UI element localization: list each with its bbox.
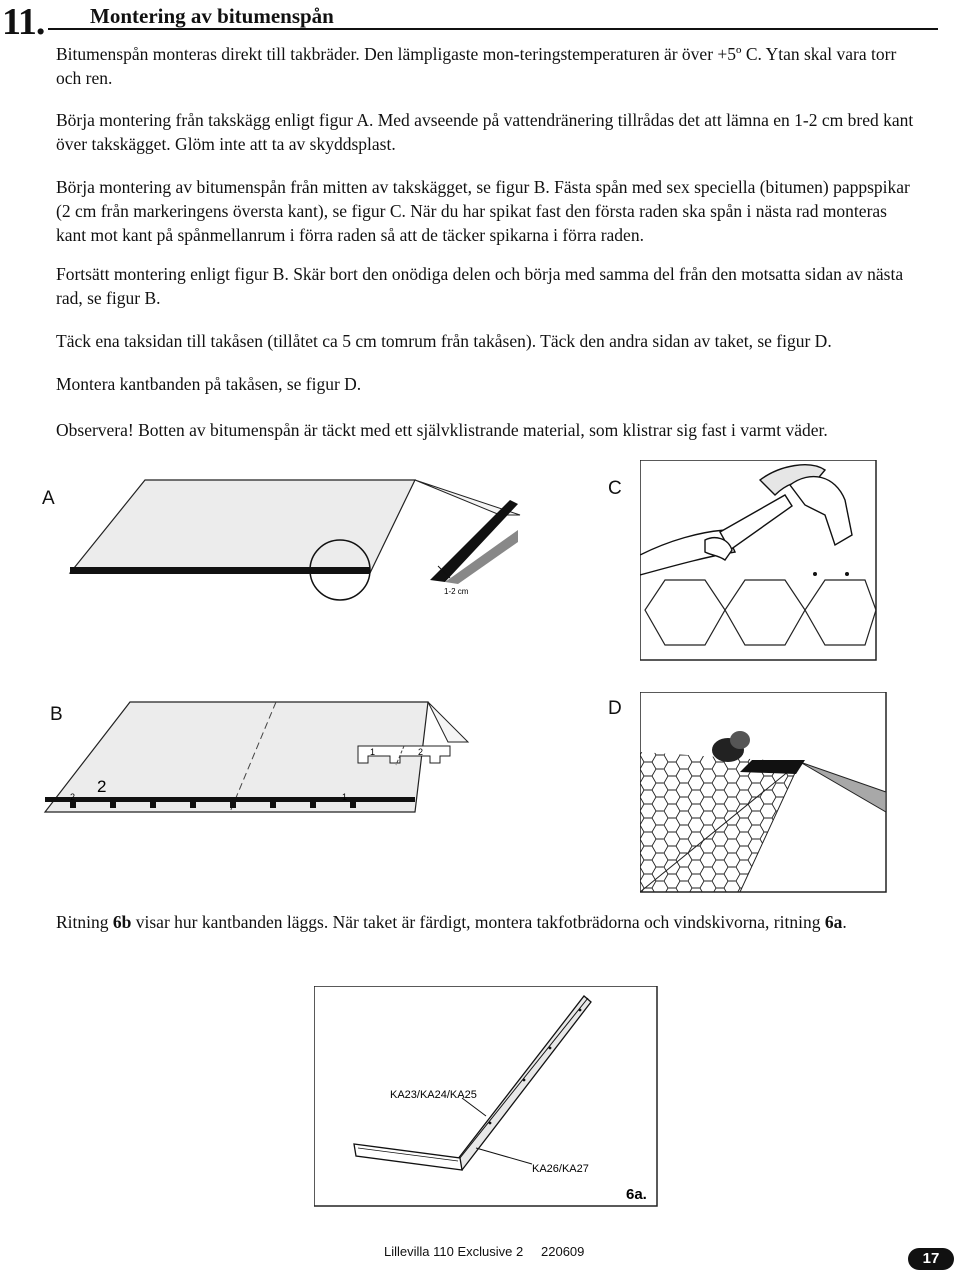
paragraph-4: Fortsätt montering enligt figur B. Skär bort den onödiga delen och börja med samma del från den motsatta sidan av nästa rad, se figur B. [56, 264, 904, 308]
drawing-6a-label-1: KA23/KA24/KA25 [390, 1089, 477, 1101]
figure-c-label: C [608, 478, 622, 499]
figure-b-strip-num-1: 2 [70, 792, 76, 802]
paragraph-2: Börja montering från takskägg enligt figur A. Med avseende på vattendränering tillrådas det att lämna en 1-2 cm bred kant över takskägget. Glöm inte att ta av skyddsplast. [56, 110, 914, 154]
drawing-text-before: Ritning [56, 912, 113, 932]
drawing-6a-id: 6a. [626, 1186, 647, 1203]
figure-d-label: D [608, 698, 622, 719]
drawing-text-after: . [842, 912, 847, 932]
footer-code: 220609 [541, 1244, 585, 1259]
figure-b-strip-num-2: 1 [342, 792, 348, 802]
drawing-reference-text [56, 910, 896, 934]
paragraph-5: Täck ena taksidan till takåsen (tillåtet ca 5 cm tomrum från takåsen). Täck den andra sidan av taket, se figur D. [56, 331, 832, 351]
figure-d-drawing [640, 692, 890, 897]
figure-b-tab-num-1: 1 [370, 747, 376, 757]
paragraph-6: Montera kantbanden på takåsen, se figur D. [56, 374, 362, 394]
page-number: 17 [908, 1248, 954, 1270]
figure-b-drawing [40, 690, 500, 820]
figure-b-label: B [50, 704, 63, 725]
drawing-6a-label-2: KA26/KA27 [532, 1163, 589, 1175]
figure-b-big-number: 2 [97, 777, 107, 796]
header-rule [48, 28, 938, 30]
paragraph-3: Börja montering av bitumenspån från mitten av takskägget, se figur B. Fästa spån med sex speciella (bitumen) pappspikar (2 cm från markeringens översta kant), se figur C. När du har spikat fast den första raden ska spån i nästa rad monteras kant mot kant på spånmellanrum i förra raden så att de täcker spikarna i förra raden. [56, 177, 910, 245]
drawing-text-middle: visar hur kantbanden läggs. När taket är färdigt, montera takfotbrädorna och vindskivorna, ritning [131, 912, 825, 932]
footer-product: Lillevilla 110 Exclusive 2 [384, 1244, 524, 1259]
section-title: Montering av bitumenspån [90, 4, 334, 28]
figure-a-measure: 1-2 cm [444, 587, 469, 596]
section-number: 11. [2, 1, 45, 43]
figure-b-tab-num-2: 2 [418, 747, 424, 757]
figure-c-drawing [640, 460, 880, 665]
paragraph-7: Observera! Botten av bitumenspån är täckt med ett självklistrande material, som klistrar sig fast i varmt väder. [56, 420, 828, 440]
paragraph-1: Bitumenspån monteras direkt till takbräder. Den lämpligaste mon-teringstemperaturen är över +5º C. Ytan skal vara torr och ren. [56, 44, 897, 88]
drawing-6a [314, 986, 658, 1208]
drawing-ref-6a: 6a [824, 912, 843, 932]
figure-a-drawing [40, 470, 560, 630]
figure-a-label: A [42, 488, 55, 509]
drawing-ref-6b: 6b [112, 912, 132, 932]
